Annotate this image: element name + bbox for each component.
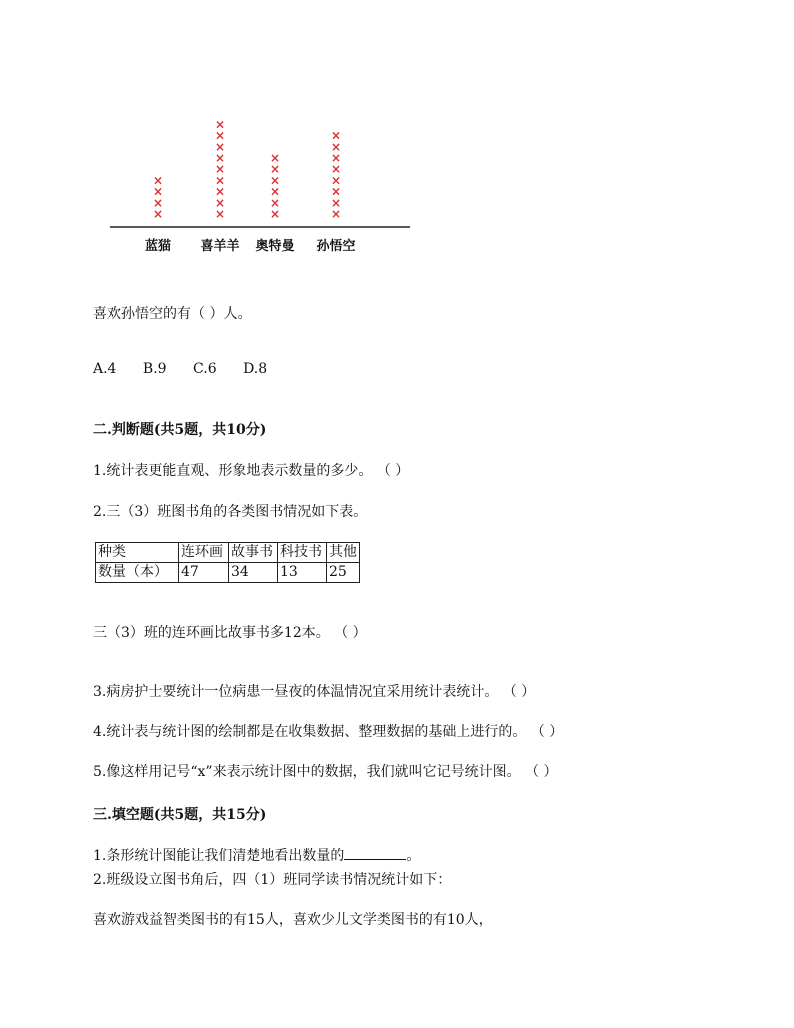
- category-label: 蓝猫: [144, 239, 172, 254]
- table-cell: 13: [278, 563, 327, 583]
- x-mark: ×: [214, 139, 226, 154]
- table-cell: 34: [229, 563, 278, 583]
- section2-q4: 4.统计表与统计图的绘制都是在收集数据、整理数据的基础上进行的。 （ ）: [93, 724, 564, 740]
- x-mark: ×: [152, 207, 164, 221]
- table-header-cell: 故事书: [229, 543, 278, 563]
- x-mark: ×: [269, 173, 281, 188]
- x-mark: ×: [269, 151, 281, 165]
- section2-q2b: 三（3）班的连环画比故事书多12本。 （ ）: [93, 625, 367, 641]
- table-header-cell: 种类: [96, 543, 179, 563]
- option-c[interactable]: C.6: [193, 361, 217, 377]
- section3-title: 三.填空题(共5题，共15分): [93, 807, 267, 823]
- x-mark: ×: [214, 128, 226, 143]
- x-mark: ×: [330, 151, 342, 165]
- option-a[interactable]: A.4: [93, 361, 117, 377]
- x-mark: ×: [330, 162, 342, 177]
- table-header-cell: 科技书: [278, 543, 327, 563]
- x-mark: ×: [214, 151, 226, 165]
- category-label: 孙悟空: [316, 239, 356, 254]
- x-mark: ×: [152, 173, 164, 188]
- table-cell: 数量（本）: [96, 563, 179, 583]
- option-b[interactable]: B.9: [142, 361, 167, 377]
- x-mark: ×: [214, 207, 226, 221]
- x-mark: ×: [330, 195, 342, 210]
- table-header-cell: 连环画: [179, 543, 229, 563]
- section2-q5: 5.像这样用记号“x”来表示统计图中的数据，我们就叫它记号统计图。 （ ）: [93, 764, 558, 780]
- section2-q3: 3.病房护士要统计一位病患一昼夜的体温情况宜采用统计表统计。 （ ）: [93, 684, 536, 700]
- section3-q1-text: 1.条形统计图能让我们清楚地看出数量的: [93, 848, 345, 864]
- book-table-data-row: [96, 563, 360, 583]
- labels-layer: [145, 238, 356, 254]
- x-mark: ×: [330, 173, 342, 188]
- x-mark: ×: [152, 184, 164, 199]
- table-header-cell: 其他: [327, 543, 360, 563]
- pictograph-chart: [110, 100, 420, 265]
- marks-layer: [153, 117, 341, 221]
- section3-q1-end: 。: [406, 848, 421, 864]
- x-mark: ×: [330, 128, 342, 143]
- x-mark: ×: [214, 195, 226, 210]
- x-mark: ×: [214, 173, 226, 188]
- section2-title: 二.判断题(共5题，共10分): [93, 422, 267, 438]
- x-mark: ×: [269, 207, 281, 221]
- x-mark: ×: [269, 162, 281, 177]
- x-mark: ×: [152, 195, 164, 210]
- x-mark: ×: [269, 184, 281, 199]
- table-cell: 47: [179, 563, 229, 583]
- x-mark: ×: [214, 162, 226, 177]
- fill-blank[interactable]: [344, 847, 406, 860]
- category-label: 喜羊羊: [200, 239, 240, 254]
- table-cell: 25: [327, 563, 360, 583]
- answer-options: [93, 361, 289, 377]
- x-mark: ×: [214, 184, 226, 199]
- book-table-header-row: [96, 543, 360, 563]
- section2-q2: 2.三（3）班图书角的各类图书情况如下表。: [93, 504, 368, 520]
- section3-q2: 2.班级设立图书角后，四（1）班同学读书情况统计如下：: [93, 872, 452, 888]
- section3-q1: [93, 845, 420, 865]
- pictograph-svg: [110, 100, 420, 265]
- option-d[interactable]: D.8: [243, 361, 268, 377]
- question-sunwukong: 喜欢孙悟空的有（ ）人。: [93, 306, 252, 322]
- x-mark: ×: [330, 207, 342, 221]
- book-table: [95, 542, 360, 583]
- x-mark: ×: [214, 117, 226, 132]
- x-mark: ×: [330, 184, 342, 199]
- section2-q1: 1.统计表更能直观、形象地表示数量的多少。 （ ）: [93, 463, 410, 479]
- x-mark: ×: [269, 195, 281, 210]
- category-label: 奥特曼: [255, 239, 295, 254]
- section3-q2b: 喜欢游戏益智类图书的有15人，喜欢少儿文学类图书的有10人，: [93, 912, 493, 928]
- x-mark: ×: [330, 139, 342, 154]
